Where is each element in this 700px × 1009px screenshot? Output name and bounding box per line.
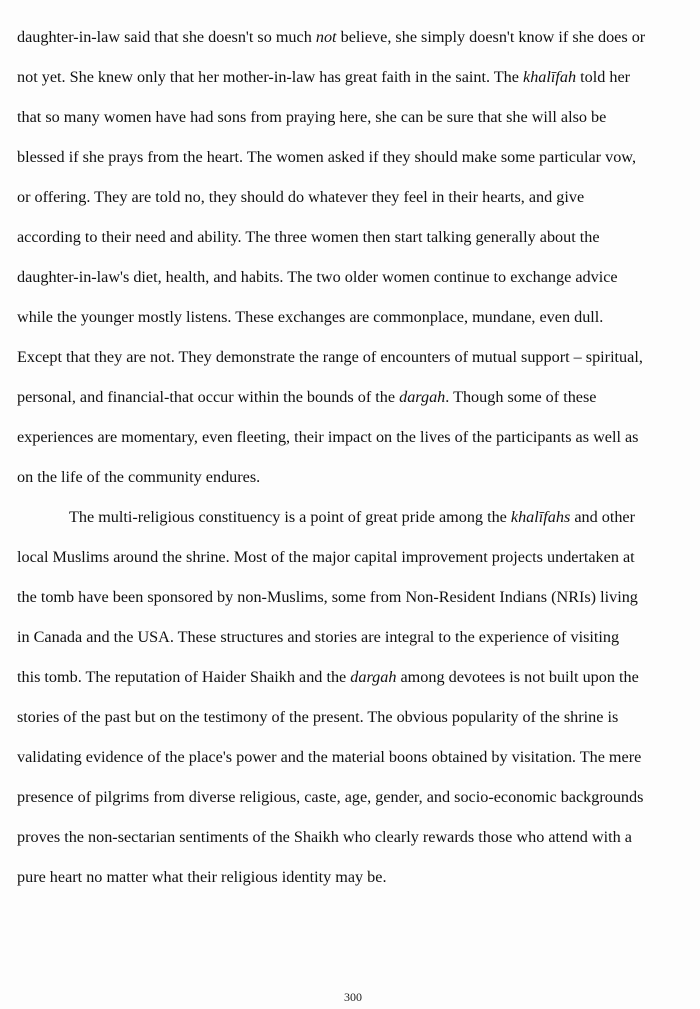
document-body	[17, 24, 700, 904]
text-span: experiences are momentary, even fleeting, their impact on the lives of the participants as well as	[17, 428, 639, 446]
text-span: according to their need and ability. The three women then start talking generally about the	[17, 228, 600, 246]
text-line	[17, 464, 700, 504]
text-line	[17, 864, 700, 904]
text-line	[17, 624, 700, 664]
text-span: the tomb have been sponsored by non-Muslims, some from Non-Resident Indians (NRIs) living	[17, 588, 638, 606]
text-span: proves the non-sectarian sentiments of the Shaikh who clearly rewards those who attend with a	[17, 828, 632, 846]
text-span: Except that they are not. They demonstrate the range of encounters of mutual support – spiritual,	[17, 348, 643, 366]
text-line	[17, 304, 700, 344]
text-span: local Muslims around the shrine. Most of the major capital improvement projects undertaken at	[17, 548, 635, 566]
text-span: in Canada and the USA. These structures and stories are integral to the experience of visiting	[17, 628, 620, 646]
text-line	[17, 384, 700, 424]
text-line	[17, 104, 700, 144]
text-line	[17, 224, 700, 264]
text-line	[17, 784, 700, 824]
text-span: presence of pilgrims from diverse religious, caste, age, gender, and socio-economic backgrounds	[17, 788, 644, 806]
text-span: believe, she simply doesn't know if she does or	[336, 28, 646, 46]
text-line	[17, 504, 700, 544]
text-span: this tomb. The reputation of Haider Shaikh and the	[17, 668, 351, 686]
text-line	[17, 544, 700, 584]
text-span: pure heart no matter what their religious identity may be.	[17, 868, 387, 886]
italic-term: dargah	[350, 668, 397, 686]
text-span: and other	[570, 508, 635, 526]
text-line	[17, 664, 700, 704]
text-span: personal, and financial-that occur within the bounds of the	[17, 388, 400, 406]
text-span: . Though some of these	[445, 388, 597, 406]
text-span: told her	[576, 68, 631, 86]
text-span: stories of the past but on the testimony of the present. The obvious popularity of the shrine is	[17, 708, 619, 726]
text-span: blessed if she prays from the heart. The women asked if they should make some particular vow,	[17, 148, 636, 166]
page-number: 300	[344, 990, 362, 1004]
text-span: on the life of the community endures.	[17, 468, 261, 486]
text-span: validating evidence of the place's power and the material boons obtained by visitation. The mere	[17, 748, 642, 766]
text-span: The multi-religious constituency is a point of great pride among the	[69, 508, 511, 526]
text-line	[17, 584, 700, 624]
text-line	[17, 704, 700, 744]
text-line	[17, 344, 700, 384]
text-span: or offering. They are told no, they should do whatever they feel in their hearts, and give	[17, 188, 585, 206]
text-line	[17, 424, 700, 464]
italic-term: dargah	[399, 388, 446, 406]
italic-term: not	[315, 28, 337, 46]
text-span: daughter-in-law said that she doesn't so much	[17, 28, 316, 46]
text-line	[17, 24, 700, 64]
italic-term: khalīfah	[523, 68, 577, 86]
text-span: among devotees is not built upon the	[396, 668, 639, 686]
italic-term: khalīfahs	[510, 508, 571, 526]
text-span: daughter-in-law's diet, health, and habits. The two older women continue to exchange advice	[17, 268, 618, 286]
text-span: that so many women have had sons from praying here, she can be sure that she will also be	[17, 108, 607, 126]
text-span: not yet. She knew only that her mother-in-law has great faith in the saint. The	[17, 68, 524, 86]
text-line	[17, 744, 700, 784]
text-line	[17, 64, 700, 104]
text-line	[17, 184, 700, 224]
text-span: while the younger mostly listens. These exchanges are commonplace, mundane, even dull.	[17, 308, 604, 326]
text-line	[17, 824, 700, 864]
text-line	[17, 264, 700, 304]
text-line	[17, 144, 700, 184]
